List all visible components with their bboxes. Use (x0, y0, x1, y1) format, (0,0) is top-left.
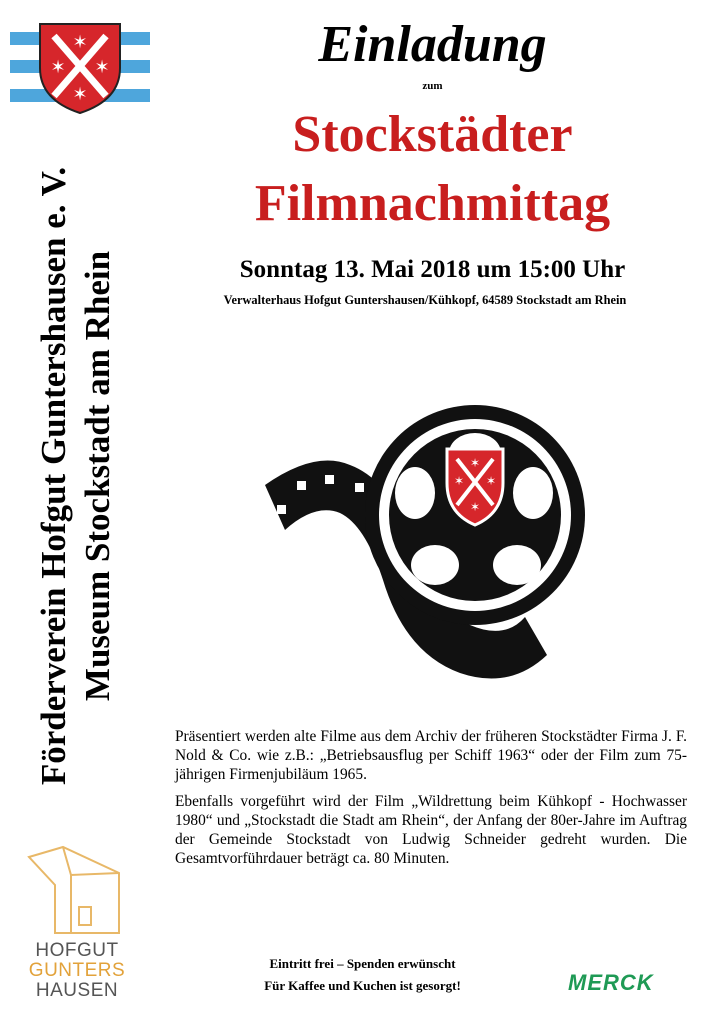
merck-logo: MERCK (568, 970, 654, 995)
title-line2: Filmnachmittag (254, 175, 611, 232)
event-venue: Verwalterhaus Hofgut Guntershausen/Kühkopf, 64589 Stockstadt am Rhein (223, 293, 627, 307)
heading-connector: zum (422, 80, 443, 92)
building-icon (15, 845, 139, 937)
svg-text:✶: ✶ (485, 474, 497, 488)
hofgut-logo (15, 845, 139, 1005)
association-name-vertical (26, 116, 126, 836)
association-name: Förderverein Hofgut Guntershausen e. V. (34, 166, 73, 786)
svg-text:✶: ✶ (469, 500, 481, 514)
description-paragraph-1: Präsentiert werden alte Filme aus dem Archiv der früheren Stockstädter Firma J. F. Nold & Co. wie z.B.: „Betriebsausflug per Schiff 1963“ oder der Film zum 75-jährigen Firmenjubiläum 1965. (175, 728, 687, 783)
film-reel-illustration (255, 355, 590, 690)
svg-text:✶: ✶ (50, 57, 66, 78)
footer-refreshments: Für Kaffee und Kuchen ist gesorgt! (264, 978, 461, 993)
hofgut-logo-line1: HOFGUT (35, 940, 119, 961)
title-line1: Stockstädter (292, 106, 573, 163)
hofgut-logo-line3: HAUSEN (35, 980, 119, 1001)
svg-text:✶: ✶ (94, 57, 110, 78)
svg-text:✶: ✶ (469, 456, 481, 470)
museum-name: Museum Stockstadt am Rhein (78, 250, 117, 702)
coat-of-arms-header (10, 18, 150, 116)
description (175, 727, 687, 876)
heading-invitation: Einladung (318, 16, 547, 73)
hofgut-logo-line2: GUNTERS (28, 960, 126, 981)
svg-text:✶: ✶ (72, 84, 88, 105)
svg-text:✶: ✶ (72, 32, 88, 53)
footer-admission: Eintritt frei – Spenden erwünscht (269, 956, 456, 971)
event-date: Sonntag 13. Mai 2018 um 15:00 Uhr (239, 256, 626, 283)
coat-of-arms-icon (32, 18, 128, 116)
svg-text:✶: ✶ (453, 474, 465, 488)
description-paragraph-2: Ebenfalls vorgeführt wird der Film „Wildrettung beim Kühkopf - Hochwasser 1980“ und „Stockstadt die Stadt am Rhein“, der Anfang der 80er-Jahre im Auftrag der Gemeinde Stockstadt von Ludwig Schneider gedreht wurden. Die Gesamtvorführdauer beträgt ca. 80 Minuten. (175, 793, 687, 867)
